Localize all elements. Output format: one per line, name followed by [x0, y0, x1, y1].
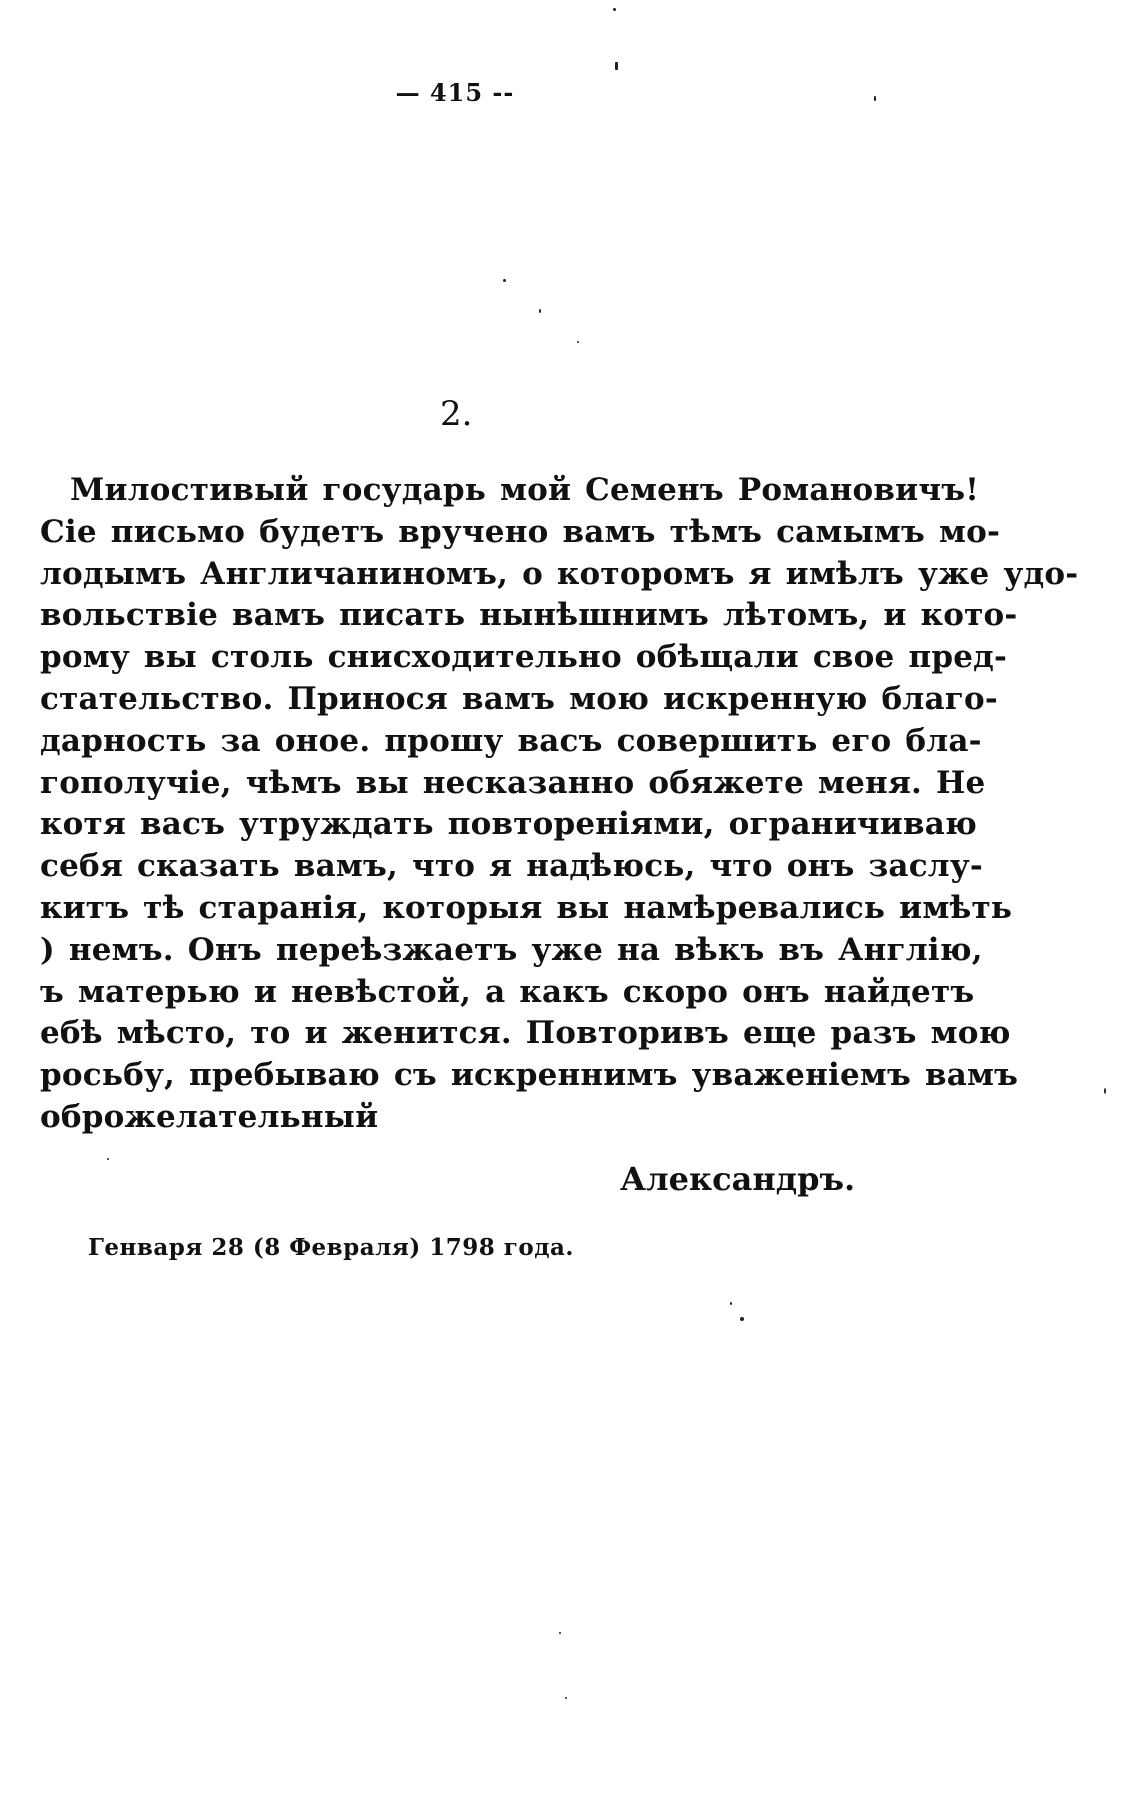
- letter-line: себя сказать вамъ, что я надѣюсь, что онъ заслу-: [40, 848, 983, 885]
- letter-line: Сіе письмо будетъ вручено вамъ тѣмъ самымъ мо-: [40, 513, 1001, 550]
- letter-date: Генваря 28 (8 Февраля) 1798 года.: [88, 1234, 574, 1261]
- letter-line: оброжелательный: [40, 1098, 379, 1135]
- scan-speck: [565, 1697, 567, 1699]
- letter-line: китъ тѣ старанія, которыя вы намѣревались имѣть: [40, 889, 1013, 926]
- section-number: 2.: [440, 394, 473, 434]
- letter-line: дарность за оное. прошу васъ совершить его бла-: [40, 722, 982, 759]
- scan-speck: [559, 1632, 561, 1634]
- scan-speck: [740, 1317, 744, 1321]
- letter-line: ъ матерью и невѣстой, а какъ скоро онъ найдетъ: [40, 973, 975, 1010]
- letter-line: ) немъ. Онъ переѣзжаетъ уже на вѣкъ въ Англію,: [40, 931, 983, 968]
- scan-speck: [577, 341, 579, 343]
- letter-body: [40, 470, 1079, 1139]
- page-number: — 415 --: [395, 78, 515, 107]
- letter-line: гополучіе, чѣмъ вы несказанно обяжете меня. Не: [40, 764, 986, 801]
- letter-line: котя васъ утруждать повтореніями, ограничиваю: [40, 806, 977, 843]
- letter-line: рому вы столь снисходительно обѣщали свое пред-: [40, 639, 1008, 676]
- scan-speck: [615, 62, 618, 70]
- scan-speck: [539, 309, 541, 313]
- signature: Александръ.: [620, 1160, 856, 1198]
- scan-speck: [874, 96, 876, 101]
- letter-line: вольствіе вамъ писать нынѣшнимъ лѣтомъ, и кото-: [40, 597, 1018, 634]
- scan-speck: [503, 279, 506, 282]
- letter-line: ебѣ мѣсто, то и женится. Повторивъ еще разъ мою: [40, 1015, 1011, 1052]
- letter-line: стательство. Принося вамъ мою искренную благо-: [40, 680, 998, 717]
- scan-speck: [730, 1302, 732, 1305]
- scan-speck: [1104, 1088, 1106, 1094]
- letter-line: росьбу, пребываю съ искреннимъ уваженіемъ вамъ: [40, 1057, 1019, 1094]
- letter-line: Милостивый государь мой Семенъ Романовичъ!: [70, 472, 980, 508]
- letter-line: лодымъ Англичаниномъ, о которомъ я имѣлъ уже удо-: [40, 555, 1079, 592]
- scan-speck: [107, 1158, 109, 1160]
- scan-speck: [613, 8, 616, 11]
